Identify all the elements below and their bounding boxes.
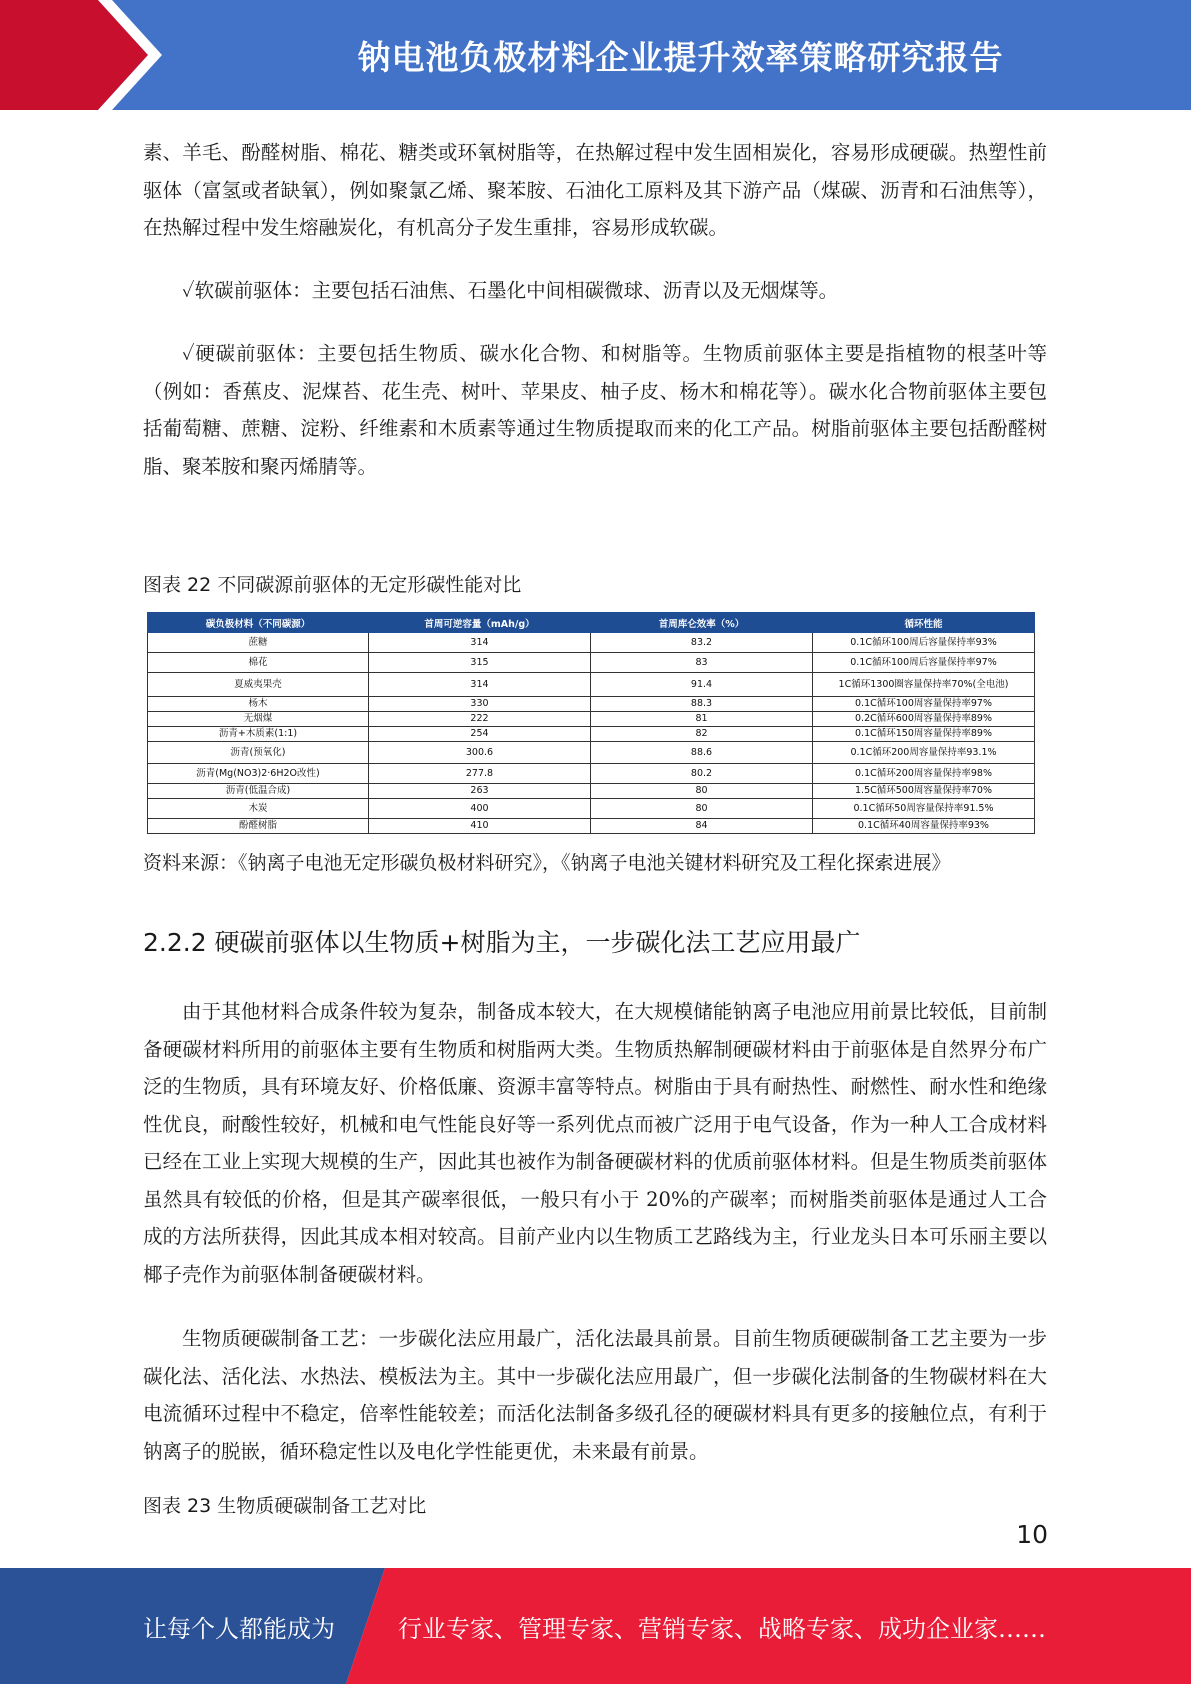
table-cell: 酚醛树脂 [148,819,369,834]
table-cell: 0.1C循环100周后容量保持率93% [813,633,1035,653]
table-cell: 沥青+木质素(1:1) [148,727,369,742]
table-row [148,799,1035,819]
table-cell: 83 [591,653,813,673]
table-cell: 0.1C循环50周容量保持率91.5% [813,799,1035,819]
table-cell: 410 [369,819,591,834]
page-number: 10 [1016,1520,1048,1549]
column-header: 首周库仑效率（%） [591,613,813,633]
table-row [148,653,1035,673]
table-cell: 沥青(预氧化) [148,742,369,764]
figure-22-source: 资料来源：《钠离子电池无定形碳负极材料研究》，《钠离子电池关键材料研究及工程化探索进展》 [143,852,951,874]
table-cell: 315 [369,653,591,673]
table-row [148,784,1035,799]
table-cell: 82 [591,727,813,742]
table-cell: 263 [369,784,591,799]
table-cell: 222 [369,712,591,727]
table-cell: 1C循环1300圈容量保持率70%(全电池) [813,673,1035,697]
footer-slogan-left: 让每个人都能成为 [143,1614,335,1643]
paragraph-soft-carbon: ✓软碳前驱体：主要包括石油焦、石墨化中间相碳微球、沥青以及无烟煤等。 [182,279,839,302]
table-cell: 杨木 [148,697,369,712]
table-cell: 1.5C循环500周容量保持率70% [813,784,1035,799]
section-heading-2-2-2: 2.2.2 硬碳前驱体以生物质+树脂为主，一步碳化法工艺应用最广 [143,928,861,957]
table-cell: 84 [591,819,813,834]
report-title: 钠电池负极材料企业提升效率策略研究报告 [357,37,1004,77]
table-cell: 80 [591,784,813,799]
figure-23-caption: 图表 23 生物质硬碳制备工艺对比 [143,1495,427,1517]
table-row [148,727,1035,742]
table-cell: 300.6 [369,742,591,764]
paragraph-biomass-process: 生物质硬碳制备工艺：一步碳化法应用最广，活化法最具前景。目前生物质硬碳制备工艺主要为一步碳化法、活化法、水热法、模板法为主。其中一步碳化法应用最广，但一步碳化法制备的生物碳材料在大电流循环过程中不稳定，倍率性能较差；而活化法制备多级孔径的硬碳材料具有更多的接触位点，有利于钠离子的脱嵌，循环稳定性以及电化学性能更优，未来最有前景。 [143,1327,1047,1463]
table-cell: 无烟煤 [148,712,369,727]
table-cell: 314 [369,673,591,697]
table-row [148,712,1035,727]
paragraph-hard-carbon-precursors: 由于其他材料合成条件较为复杂，制备成本较大，在大规模储能钠离子电池应用前景比较低，目前制备硬碳材料所用的前驱体主要有生物质和树脂两大类。生物质热解制硬碳材料由于前驱体是自然界分布广泛的生物质，具有环境友好、价格低廉、资源丰富等特点。树脂由于具有耐热性、耐燃性、耐水性和绝缘性优良，耐酸性较好，机械和电气性能良好等一系列优点而被广泛用于电气设备，作为一种人工合成材料已经在工业上实现大规模的生产，因此其也被作为制备硬碳材料的优质前驱体材料。但是生物质类前驱体虽然具有较低的价格，但是其产碳率很低，一般只有小于 20%的产碳率；而树脂类前驱体是通过人工合成的方法所获得，因此其成本相对较高。目前产业内以生物质工艺路线为主，行业龙头日本可乐丽主要以椰子壳作为前驱体制备硬碳材料。 [143,1000,1047,1286]
column-header: 循环性能 [813,613,1035,633]
table-row [148,742,1035,764]
table-cell: 80.2 [591,764,813,784]
table-cell: 0.1C循环40周容量保持率93% [813,819,1035,834]
table-cell: 400 [369,799,591,819]
table-cell: 蔗糖 [148,633,369,653]
table-cell: 木炭 [148,799,369,819]
column-header: 首周可逆容量（mAh/g） [369,613,591,633]
table-row [148,697,1035,712]
table-cell: 夏威夷果壳 [148,673,369,697]
paragraph-precursor-intro: 素、羊毛、酚醛树脂、棉花、糖类或环氧树脂等，在热解过程中发生固相炭化，容易形成硬碳。热塑性前驱体（富氢或者缺氧），例如聚氯乙烯、聚苯胺、石油化工原料及其下游产品（煤碳、沥青和石油焦等），在热解过程中发生熔融炭化，有机高分子发生重排，容易形成软碳。 [143,141,1047,239]
table-header-row [148,613,1035,633]
table-cell: 沥青(Mg(NO3)2·6H2O改性) [148,764,369,784]
table-cell: 254 [369,727,591,742]
table-row [148,764,1035,784]
table-cell: 0.1C循环150周容量保持率89% [813,727,1035,742]
table-cell: 330 [369,697,591,712]
table-row [148,633,1035,653]
table-cell: 83.2 [591,633,813,653]
table-row [148,819,1035,834]
table-cell: 88.3 [591,697,813,712]
table-cell: 314 [369,633,591,653]
table-cell: 沥青(低温合成) [148,784,369,799]
table-cell: 棉花 [148,653,369,673]
table-cell: 0.1C循环100周后容量保持率97% [813,653,1035,673]
table-cell: 277.8 [369,764,591,784]
table-cell: 0.1C循环200周容量保持率98% [813,764,1035,784]
table-cell: 80 [591,799,813,819]
paragraph-hard-carbon: ✓硬碳前驱体：主要包括生物质、碳水化合物、和树脂等。生物质前驱体主要是指植物的根茎叶等（例如：香蕉皮、泥煤苔、花生壳、树叶、苹果皮、柚子皮、杨木和棉花等）。碳水化合物前驱体主要包括葡萄糖、蔗糖、淀粉、纤维素和木质素等通过生物质提取而来的化工产品。树脂前驱体主要包括酚醛树脂、聚苯胺和聚丙烯腈等。 [143,342,1047,478]
table-cell: 0.1C循环200周容量保持率93.1% [813,742,1035,764]
table-cell: 81 [591,712,813,727]
table-cell: 91.4 [591,673,813,697]
table-cell: 88.6 [591,742,813,764]
table-cell: 0.2C循环600周容量保持率89% [813,712,1035,727]
page-header [0,0,1191,110]
column-header: 碳负极材料（不同碳源） [148,613,369,633]
footer-slogan-right: 行业专家、管理专家、营销专家、战略专家、成功企业家…… [398,1614,1046,1643]
figure-22-caption: 图表 22 不同碳源前驱体的无定形碳性能对比 [143,574,522,596]
precursor-comparison-table [147,612,1035,834]
table-row [148,673,1035,697]
table-cell: 0.1C循环100周容量保持率97% [813,697,1035,712]
page-footer [0,1568,1191,1684]
